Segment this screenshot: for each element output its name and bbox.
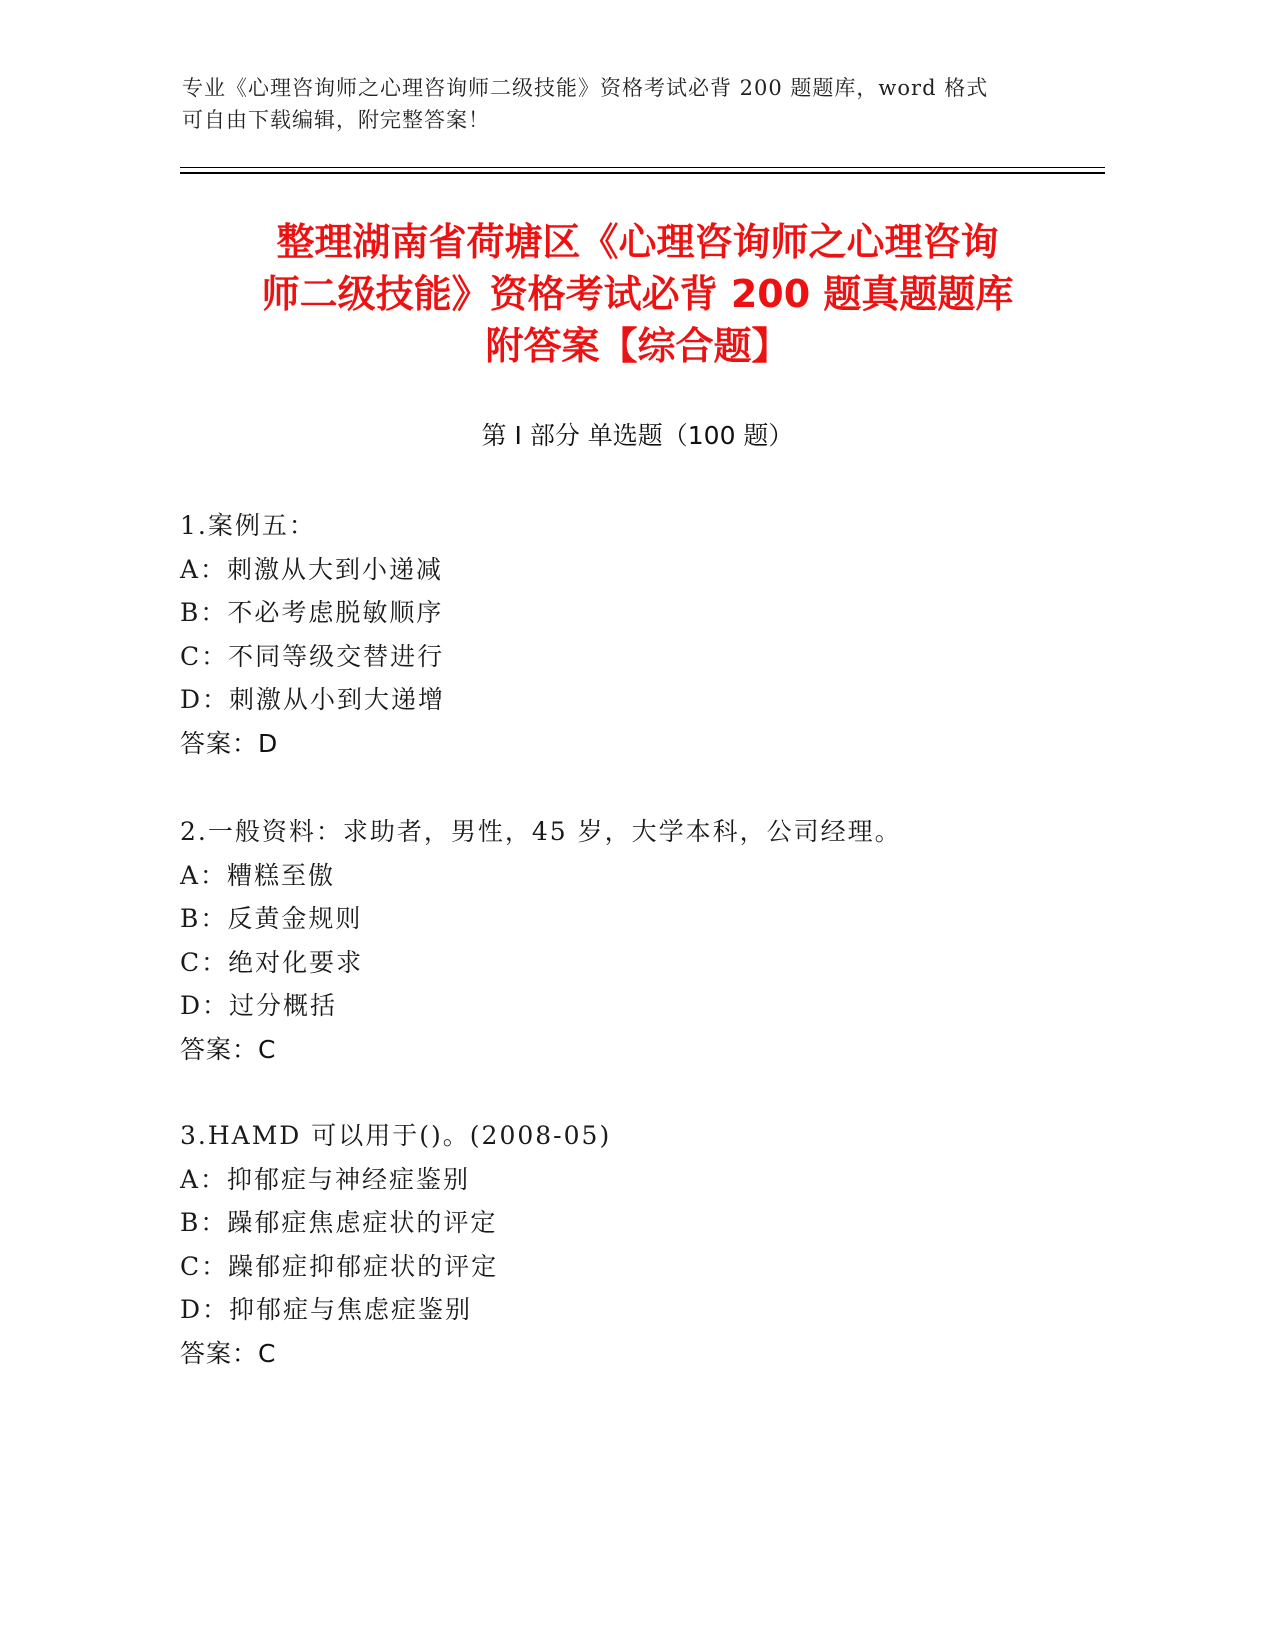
question-item: [180, 504, 1080, 766]
question-stem: 1.案例五：: [180, 511, 316, 540]
option-a: A：刺激从大到小递减: [180, 554, 444, 584]
option-c: C：不同等级交替进行: [180, 641, 445, 671]
option-b: B：不必考虑脱敏顺序: [180, 598, 444, 628]
option-d: D：过分概括: [180, 991, 338, 1021]
option-b: B：躁郁症焦虑症状的评定: [180, 1208, 498, 1238]
document-title: [150, 216, 1125, 372]
intro-line-1: 专业《心理咨询师之心理咨询师二级技能》资格考试必背 200 题题库，word 格式: [182, 76, 989, 100]
option-c: C：绝对化要求: [180, 947, 364, 977]
question-stem: 2.一般资料：求助者，男性，45 岁，大学本科，公司经理。: [180, 817, 902, 846]
intro-text: [182, 72, 1062, 136]
title-line-3: 附答案【综合题】: [485, 324, 790, 368]
question-item: [180, 1114, 1080, 1376]
option-d: D：抑郁症与焦虑症鉴别: [180, 1295, 473, 1325]
option-d: D：刺激从小到大递增: [180, 685, 446, 715]
question-item: [180, 810, 1080, 1072]
answer-label: 答案：C: [180, 1034, 277, 1064]
section-heading: 第 I 部分 单选题（100 题）: [481, 421, 794, 450]
title-line-2: 师二级技能》资格考试必背 200 题真题题库: [261, 272, 1014, 316]
answer-label: 答案：D: [180, 728, 279, 758]
title-line-1: 整理湖南省荷塘区《心理咨询师之心理咨询: [276, 220, 999, 264]
option-b: B：反黄金规则: [180, 904, 363, 934]
header-divider-thick: [180, 172, 1105, 174]
intro-line-2: 可自由下载编辑，附完整答案！: [182, 108, 490, 132]
header-divider-thin: [180, 167, 1105, 168]
option-a: A：糟糕至傲: [180, 860, 336, 890]
answer-label: 答案：C: [180, 1338, 277, 1368]
option-a: A：抑郁症与神经症鉴别: [180, 1164, 471, 1194]
question-stem: 3.HAMD 可以用于()。(2008-05): [180, 1121, 612, 1150]
option-c: C：躁郁症抑郁症状的评定: [180, 1251, 499, 1281]
